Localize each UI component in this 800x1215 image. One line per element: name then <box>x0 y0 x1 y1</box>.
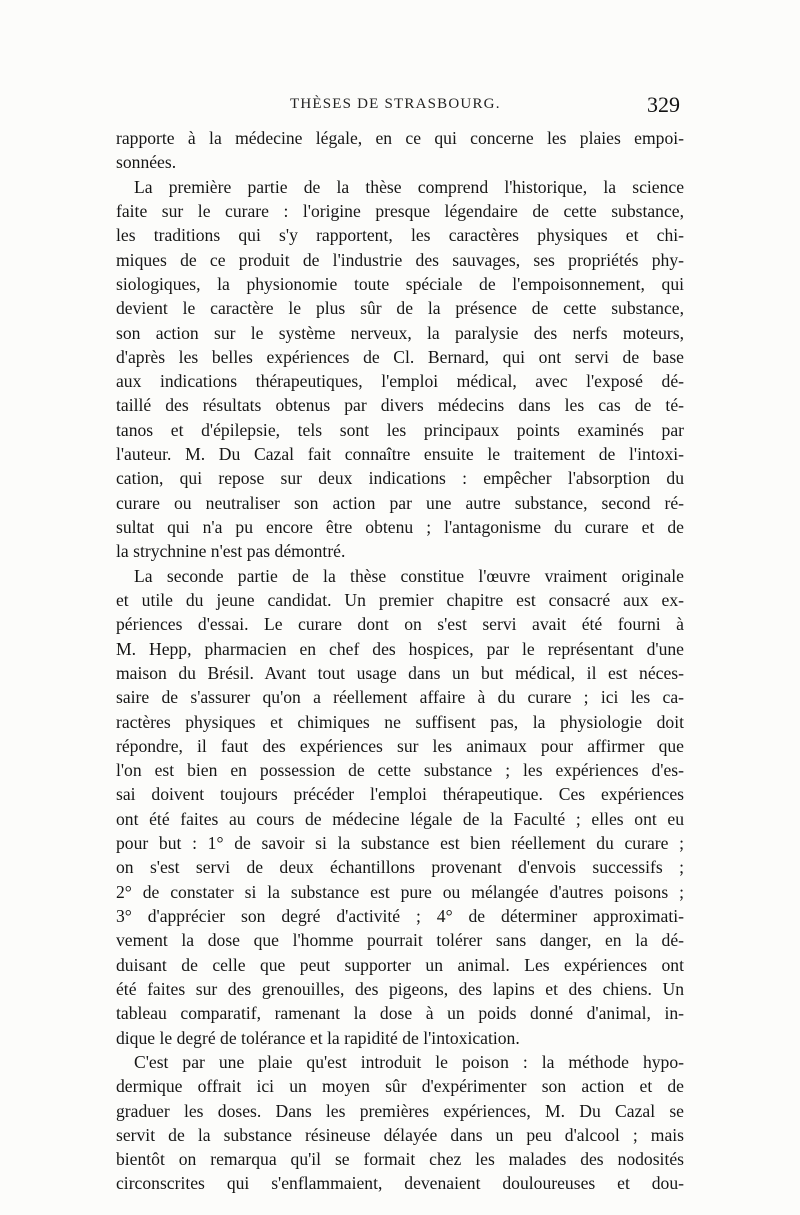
text-line: cation, qui repose sur deux indications : empêcher l'absorption du <box>116 468 684 489</box>
text-line: 2° de constater si la substance est pure ou mélangée d'autres poisons ; <box>116 881 684 902</box>
text-line: et utile du jeune candidat. Un premier chapitre est consacré aux ex- <box>116 589 684 610</box>
text-line: saire de s'assurer qu'on a réellement affaire à du curare ; ici les ca- <box>116 687 684 708</box>
text-line: d'après les belles expériences de Cl. Bernard, qui ont servi de base <box>116 346 684 367</box>
text-line: l'on est bien en possession de cette substance ; les expériences d'es- <box>116 760 684 781</box>
text-line: les traditions qui s'y rapportent, les caractères physiques et chi- <box>116 225 684 246</box>
text-line: taillé des résultats obtenus par divers médecins dans les cas de té- <box>116 395 684 416</box>
paragraph-start-line: C'est par une plaie qu'est introduit le poison : la méthode hypo- <box>134 1051 684 1072</box>
text-line: ont été faites au cours de médecine légale de la Faculté ; elles ont eu <box>116 808 684 829</box>
text-line: sultat qui n'a pu encore être obtenu ; l'antagonisme du curare et de <box>116 517 684 537</box>
text-line: 3° d'apprécier son degré d'activité ; 4° de déterminer approximati- <box>116 906 684 926</box>
text-line: servit de la substance résineuse délayée dans un peu d'alcool ; mais <box>116 1124 684 1145</box>
text-line: duisant de celle que peut supporter un animal. Les expériences ont <box>116 954 684 975</box>
text-line: bientôt on remarqua qu'il se formait chez les malades des nodosités <box>116 1149 684 1170</box>
text-line: la strychnine n'est pas démontré. <box>116 541 346 562</box>
text-line: M. Hepp, pharmacien en chef des hospices, par le représentant d'une <box>116 638 684 659</box>
text-line: périences d'essai. Le curare dont on s'est servi avait été fourni à <box>116 614 684 635</box>
text-line: tableau comparatif, ramenant la dose à un poids donné d'animal, in- <box>116 1003 684 1024</box>
text-line: dermique offrait ici un moyen sûr d'expérimenter son action et de <box>116 1076 684 1097</box>
page-header <box>118 94 680 124</box>
page-number: 329 <box>647 92 680 117</box>
text-line: l'auteur. M. Du Cazal fait connaître ensuite le traitement de l'intoxi- <box>116 444 684 465</box>
text-line: miques de ce produit de l'industrie des sauvages, ses propriétés phy- <box>116 249 684 270</box>
text-line: ractères physiques et chimiques ne suffisent pas, la physiologie doit <box>116 711 684 732</box>
text-line: vement la dose que l'homme pourrait tolérer sans danger, en la dé- <box>116 930 684 951</box>
text-line: tanos et d'épilepsie, tels sont les principaux points examinés par <box>116 419 684 440</box>
text-line: curare ou neutraliser son action par une autre substance, second ré- <box>116 492 684 513</box>
text-line: maison du Brésil. Avant tout usage dans un but médical, il est néces- <box>116 662 684 683</box>
text-line: rapporte à la médecine légale, en ce qui concerne les plaies empoi- <box>116 128 684 148</box>
text-line: faite sur le curare : l'origine presque légendaire de cette substance, <box>116 200 684 221</box>
paragraph-start-line: La première partie de la thèse comprend l'historique, la science <box>134 176 684 197</box>
text-line: répondre, il faut des expériences sur les animaux pour affirmer que <box>116 735 684 756</box>
body-text <box>116 126 684 1196</box>
text-line: pour but : 1° de savoir si la substance est bien réellement du curare ; <box>116 833 684 854</box>
text-line: devient le caractère le plus sûr de la présence de cette substance, <box>116 298 684 319</box>
text-line: été faites sur des grenouilles, des pigeons, des lapins et des chiens. Un <box>116 978 684 999</box>
text-line: siologiques, la physionomie toute spéciale de l'empoisonnement, qui <box>116 273 684 294</box>
text-line: dique le degré de tolérance et la rapidité de l'intoxication. <box>116 1027 520 1048</box>
text-line: sai doivent toujours précéder l'emploi thérapeutique. Ces expériences <box>116 784 684 805</box>
text-line: circonscrites qui s'enflammaient, devenaient douloureuses et dou- <box>116 1173 684 1194</box>
text-line: on s'est servi de deux échantillons provenant d'envois successifs ; <box>116 857 684 878</box>
paragraph-start-line: La seconde partie de la thèse constitue l'œuvre vraiment originale <box>134 565 684 586</box>
text-line: sonnées. <box>116 152 177 173</box>
text-line: aux indications thérapeutiques, l'emploi médical, avec l'exposé dé- <box>116 371 684 392</box>
text-line: son action sur le système nerveux, la paralysie des nerfs moteurs, <box>116 322 684 343</box>
text-line: graduer les doses. Dans les premières expériences, M. Du Cazal se <box>116 1100 684 1121</box>
running-title: THÈSES DE STRASBOURG. <box>290 96 501 112</box>
